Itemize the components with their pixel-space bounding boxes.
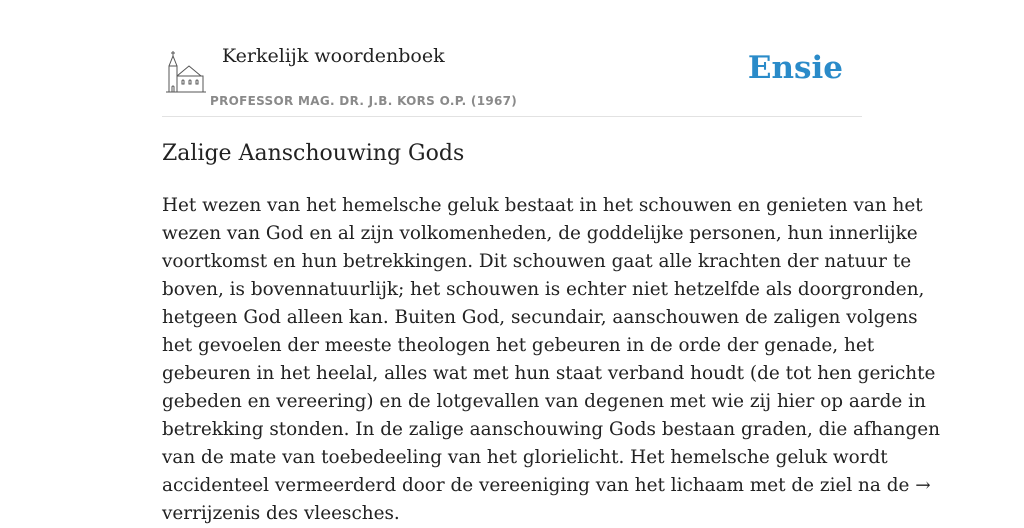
page — [162, 0, 940, 524]
body-line: van de mate van toebedeeling van het glorielicht. Het hemelsche geluk wordt — [162, 447, 888, 468]
dictionary-title[interactable]: Kerkelijk woordenboek — [222, 45, 445, 67]
body-line: verrijzenis des vleesches. — [162, 503, 400, 524]
body-line: hetgeen God alleen kan. Buiten God, secundair, aanschouwen de zaligen volgens — [162, 307, 918, 328]
body-line: Het wezen van het hemelsche geluk bestaat in het schouwen en genieten van het — [162, 195, 923, 216]
church-icon — [165, 50, 207, 94]
entry-title: Zalige Aanschouwing Gods — [162, 141, 465, 166]
body-line: gebeuren in het heelal, alles wat met hun staat verband houdt (de tot hen gerichte — [162, 363, 936, 384]
body-line: gebeden en vereering) en de lotgevallen van degenen met wie zij hier op aarde in — [162, 391, 926, 412]
body-line: voortkomst en hun betrekkingen. Dit schouwen gaat alle krachten der natuur te — [162, 251, 912, 272]
body-line: wezen van God en al zijn volkomenheden, de goddelijke personen, hun innerlijke — [162, 223, 918, 244]
body-line: accidenteel vermeerderd door de vereeniging van het lichaam met de ziel na de → — [162, 475, 931, 496]
entry-body — [162, 192, 940, 528]
author-credit: PROFESSOR MAG. DR. J.B. KORS O.P. (1967) — [210, 94, 518, 108]
brand-logo[interactable]: Ensie — [747, 50, 843, 86]
body-line: boven, is bovennatuurlijk; het schouwen is echter niet hetzelfde als doorgronden, — [162, 279, 925, 300]
header — [162, 0, 862, 117]
body-line: betrekking stonden. In de zalige aanschouwing Gods bestaan graden, die afhangen — [162, 419, 940, 440]
body-line: het gevoelen der meeste theologen het gebeuren in de orde der genade, het — [162, 335, 875, 356]
